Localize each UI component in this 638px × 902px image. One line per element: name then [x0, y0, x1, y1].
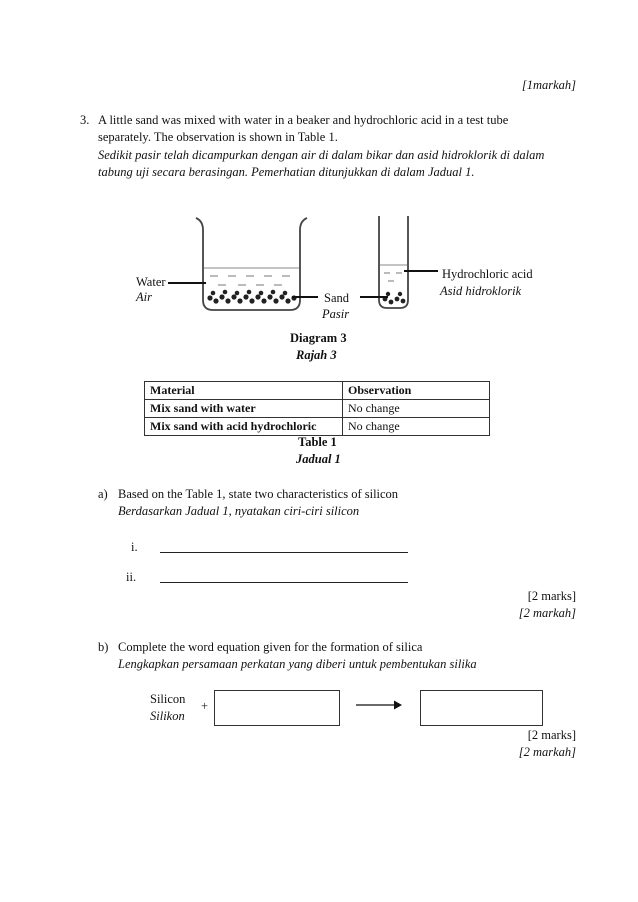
- answer-item-label: i.: [131, 540, 138, 554]
- label-water-ms: Air: [136, 290, 152, 304]
- answer-item-label: ii.: [126, 570, 137, 584]
- table-header-row: [145, 382, 490, 400]
- plus-sign: +: [201, 699, 209, 713]
- product-answer-box[interactable]: [420, 690, 543, 726]
- question-en-line2: separately. The observation is shown in Table 1.: [98, 130, 338, 144]
- diagram-caption-ms: Rajah 3: [296, 348, 337, 362]
- label-sand-ms: Pasir: [322, 307, 350, 321]
- label-acid-ms: Asid hidroklorik: [440, 284, 522, 298]
- part-a-question-en: Based on the Table 1, state two characteristics of silicon: [118, 487, 399, 501]
- table-header-cell: Observation: [343, 382, 490, 400]
- part-b-marks-en: [2 marks]: [527, 728, 576, 742]
- part-a-question-ms: Berdasarkan Jadual 1, nyatakan ciri-ciri silicon: [118, 504, 360, 518]
- part-b-question-ms: Lengkapkan persamaan perkatan yang diberi untuk pembentukan silika: [118, 657, 477, 671]
- table-caption-ms: Jadual 1: [296, 452, 341, 466]
- observation-table: [144, 381, 490, 436]
- part-b-marks-ms: [2 markah]: [518, 745, 576, 759]
- reactant-en: Silicon: [150, 692, 186, 706]
- part-a-marks-en: [2 marks]: [527, 589, 576, 603]
- question-number: 3.: [80, 113, 90, 127]
- table-cell: No change: [343, 400, 490, 418]
- diagram-3: [0, 0, 638, 340]
- table-cell: No change: [343, 418, 490, 436]
- question-ms-line2: tabung uji secara berasingan. Pemerhatian ditunjukkan di dalam Jadual 1.: [98, 165, 475, 179]
- label-acid-en: Hydrochloric acid: [442, 267, 533, 281]
- part-b-question-en: Complete the word equation given for the formation of silica: [118, 640, 423, 654]
- table-row: [145, 418, 490, 436]
- table-cell: Mix sand with water: [145, 400, 343, 418]
- table-cell: Mix sand with acid hydrochloric: [145, 418, 343, 436]
- part-b-label: b): [98, 640, 109, 654]
- label-water-en: Water: [136, 275, 166, 289]
- question-ms-line1: Sedikit pasir telah dicampurkan dengan air di dalam bikar dan asid hidroklorik di dalam: [98, 148, 545, 162]
- part-a-label: a): [98, 487, 108, 501]
- table-header-cell: Material: [145, 382, 343, 400]
- reactant-ms: Silikon: [150, 709, 185, 723]
- table-row: [145, 400, 490, 418]
- arrow-right-icon: [354, 699, 404, 711]
- answer-line-ii[interactable]: [160, 582, 408, 583]
- table-caption-en: Table 1: [298, 435, 337, 449]
- top-mark: [1markah]: [521, 78, 576, 92]
- label-sand-en: Sand: [324, 291, 349, 305]
- diagram-caption-en: Diagram 3: [290, 331, 347, 345]
- part-a-marks-ms: [2 markah]: [518, 606, 576, 620]
- answer-line-i[interactable]: [160, 552, 408, 553]
- question-en-line1: A little sand was mixed with water in a beaker and hydrochloric acid in a test tube: [98, 113, 509, 127]
- test-tube: [379, 216, 408, 308]
- reactant-answer-box[interactable]: [214, 690, 340, 726]
- beaker: [196, 218, 307, 310]
